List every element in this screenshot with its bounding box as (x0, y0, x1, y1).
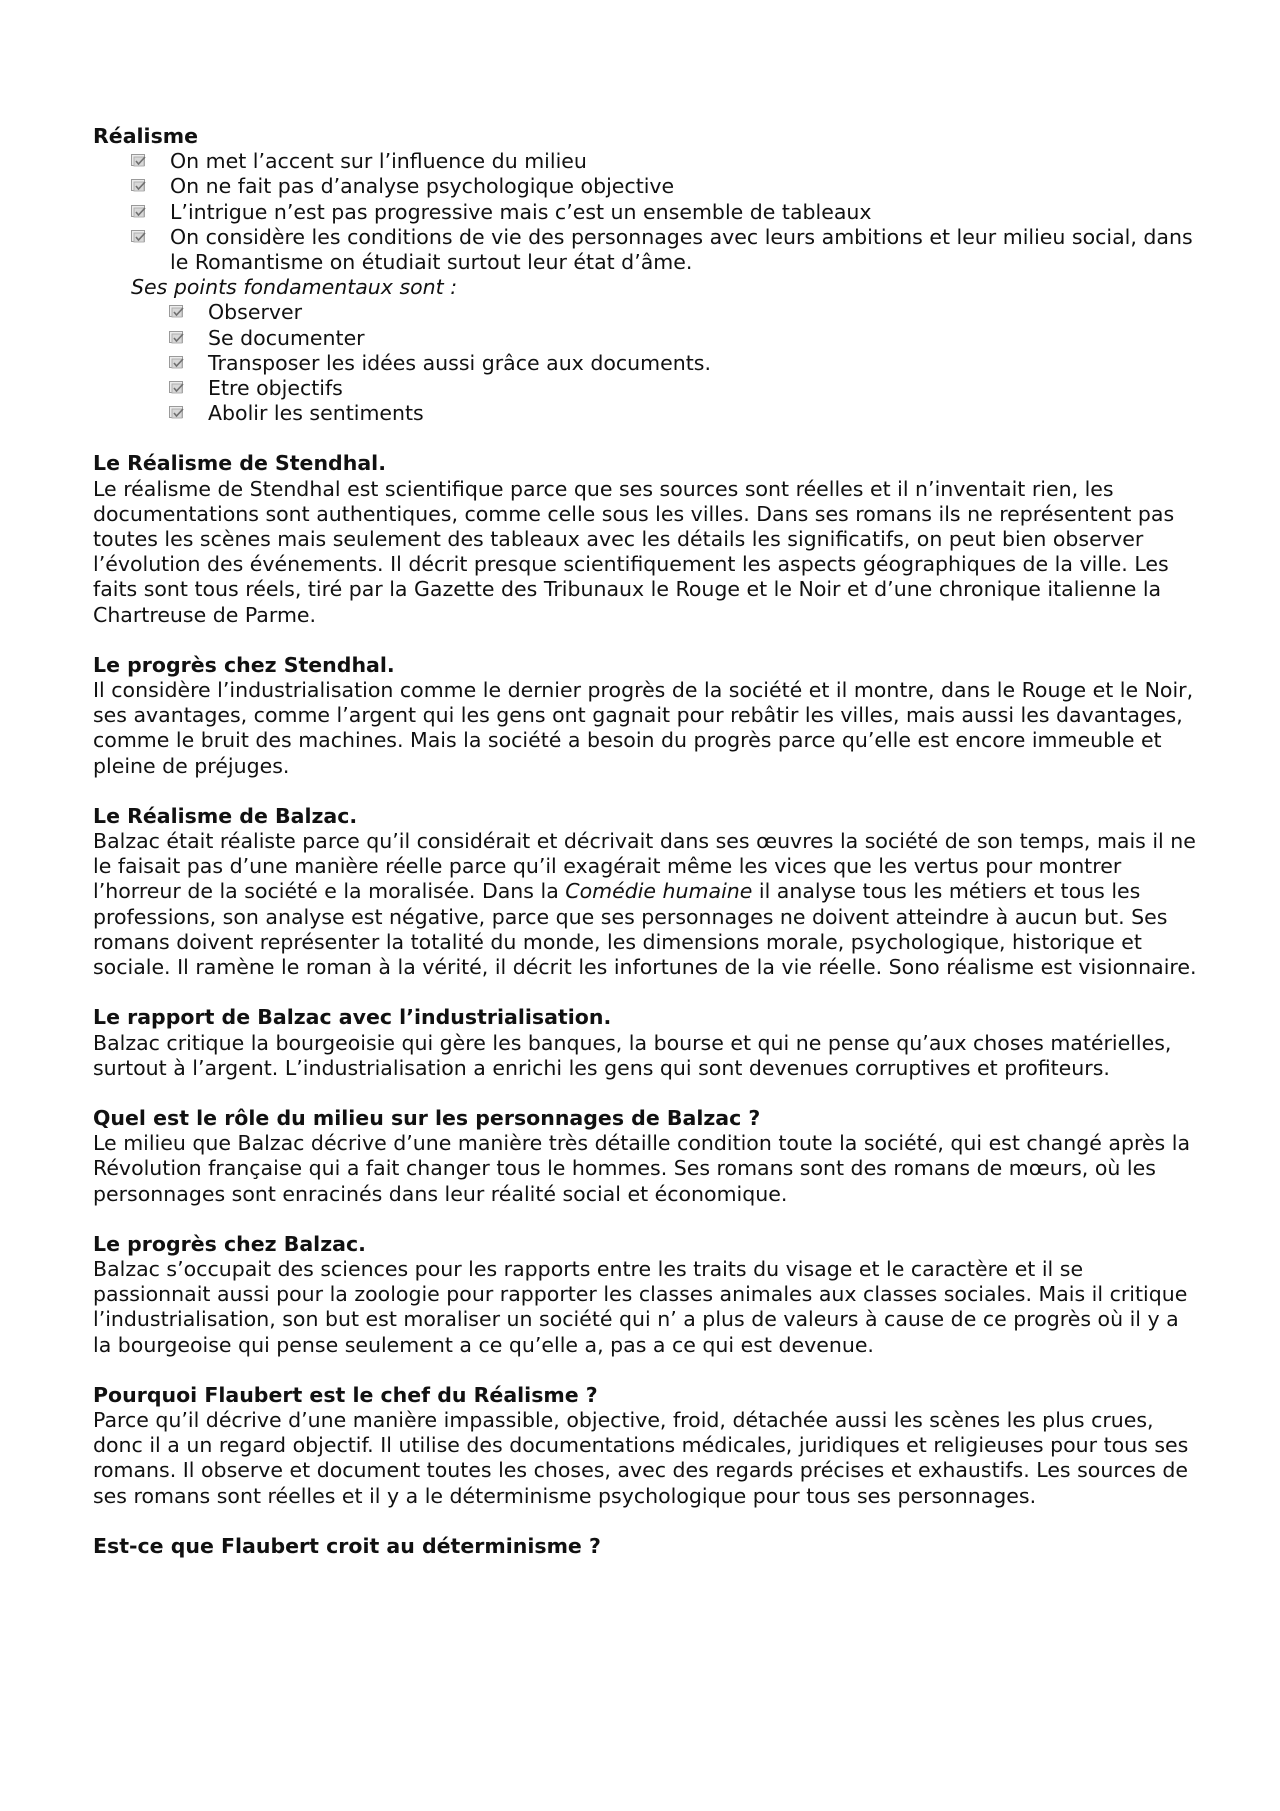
list-item: L’intrigue n’est pas progressive mais c’est un ensemble de tableaux (131, 200, 1203, 225)
checkbox-bullet-icon (131, 230, 148, 244)
checkbox-bullet-icon (169, 331, 186, 345)
heading-flaubert-chef: Pourquoi Flaubert est le chef du Réalisme ? (93, 1382, 598, 1407)
heading-balzac-industrialisation: Le rapport de Balzac avec l’industrialisation. (93, 1005, 612, 1030)
paragraph: Balzac critique la bourgeoisie qui gère les banques, la bourse et qui ne pense qu’aux choses matérielles, surtout à l’argent. L’industrialisation a enrichi les gens qui sont devenues corruptives et profiteurs. (93, 1030, 1172, 1080)
section-balzac-realisme (93, 804, 1203, 980)
section-balzac-progres (93, 1232, 1203, 1358)
checkbox-bullet-icon (169, 305, 186, 319)
heading-stendhal-progres: Le progrès chez Stendhal. (93, 652, 395, 677)
paragraph: Balzac s’occupait des sciences pour les rapports entre les traits du visage et le caractère et il se passionnait aussi pour la zoologie pour rapporter les classes animales aux classes sociales. Mais il critique l’industrialisation, son but est moraliser un société qui n’ a plus de valeurs à cause de ce progrès où il y a la bourgeoise qui pense seulement a ce qu’elle a, pas a ce qui est devenue. (93, 1256, 1188, 1357)
list-item: Transposer les idées aussi grâce aux documents. (169, 351, 1203, 376)
heading-realisme: Réalisme (93, 124, 199, 148)
section-balzac-milieu (93, 1106, 1203, 1207)
paragraph: Il considère l’industrialisation comme le dernier progrès de la société et il montre, dans le Rouge et le Noir, ses avantages, comme l’argent qui les gens ont gagnait pour rebâtir les villes, mais aussi les davantages, comme le bruit des machines. Mais la société a besoin du progrès parce qu’elle est encore immeuble et pleine de préjuges. (93, 678, 1194, 778)
paragraph: Le milieu que Balzac décrive d’une manière très détaille condition toute la société, qui est changé après la Révolution française qui a fait changer tous le hommes. Ses romans sont des romans de mœurs, où les personnages sont enracinés dans leur réalité social et économique. (93, 1131, 1191, 1206)
list-item: On met l’accent sur l’influence du milieu (131, 149, 1203, 174)
section-balzac-industrialisation (93, 1005, 1203, 1081)
section-realisme (93, 124, 1203, 426)
list-item: Observer (169, 300, 1203, 325)
realisme-bullet-list (93, 149, 1203, 275)
paragraph: Parce qu’il décrive d’une manière impassible, objective, froid, détachée aussi les scènes les plus crues, donc il a un regard objectif. Il utilise des documentations médicales, juridiques et religieuses pour tous ses romans. Il observe et document toutes les choses, avec des regards précises et exhaustifs. Les sources de ses romans sont réelles et il y a le déterminisme psychologique pour tous ses personnages. (93, 1407, 1189, 1508)
heading-balzac-milieu: Quel est le rôle du milieu sur les personnages de Balzac ? (93, 1105, 761, 1130)
section-flaubert-determinisme (93, 1534, 1203, 1559)
heading-balzac-progres: Le progrès chez Balzac. (93, 1231, 366, 1256)
heading-stendhal-realisme: Le Réalisme de Stendhal. (93, 451, 386, 476)
checkbox-bullet-icon (169, 356, 186, 370)
heading-flaubert-determinisme: Est-ce que Flaubert croit au déterminisme ? (93, 1533, 601, 1558)
checkbox-bullet-icon (131, 205, 148, 219)
section-stendhal-progres (93, 653, 1203, 779)
section-stendhal-realisme (93, 451, 1203, 627)
points-bullet-list (93, 300, 1203, 426)
list-item: On considère les conditions de vie des personnages avec leurs ambitions et leur milieu social, dans le Romantisme on étudiait surtout leur état d’âme. (131, 225, 1203, 275)
checkbox-bullet-icon (169, 406, 186, 420)
list-item: Etre objectifs (169, 376, 1203, 401)
document-page (93, 124, 1203, 1584)
checkbox-bullet-icon (131, 154, 148, 168)
list-item: Se documenter (169, 326, 1203, 351)
heading-balzac-realisme: Le Réalisme de Balzac. (93, 803, 358, 828)
checkbox-bullet-icon (131, 179, 148, 193)
italic-title: Comédie humaine (565, 879, 753, 904)
paragraph: Balzac était réaliste parce qu’il considérait et décrivait dans ses œuvres la société de son temps, mais il ne le faisait pas d’une manière réelle parce qu’il exagérait même les vices que les vertus pour montrer l’horreur de la société e la moralisée. Dans la Comédie humaine il analyse tous les métiers et tous les professions, son analyse est négative, parce que ses personnages ne doivent atteindre à aucun but. Ses romans doivent représenter la totalité du monde, les dimensions morale, psychologique, historique et sociale. Il ramène le roman à la vérité, il décrit les infortunes de la vie réelle. Sono réalisme est visionnaire. (93, 829, 1197, 980)
points-intro: Ses points fondamentaux sont : (131, 275, 458, 300)
list-item: Abolir les sentiments (169, 401, 1203, 426)
section-flaubert-chef (93, 1383, 1203, 1509)
paragraph: Le réalisme de Stendhal est scientifique parce que ses sources sont réelles et il n’inventait rien, les documentations sont authentiques, comme celle sous les villes. Dans ses romans ils ne représentent pas toutes les scènes mais seulement des tableaux avec les détails les significatifs, on peut bien observer l’évolution des événements. Il décrit presque scientifiquement les aspects géographiques de la ville. Les faits sont tous réels, tiré par la Gazette des Tribunaux le Rouge et le Noir et d’une chronique italienne la Chartreuse de Parme. (93, 476, 1175, 627)
list-item: On ne fait pas d’analyse psychologique objective (131, 174, 1203, 199)
checkbox-bullet-icon (169, 381, 186, 395)
